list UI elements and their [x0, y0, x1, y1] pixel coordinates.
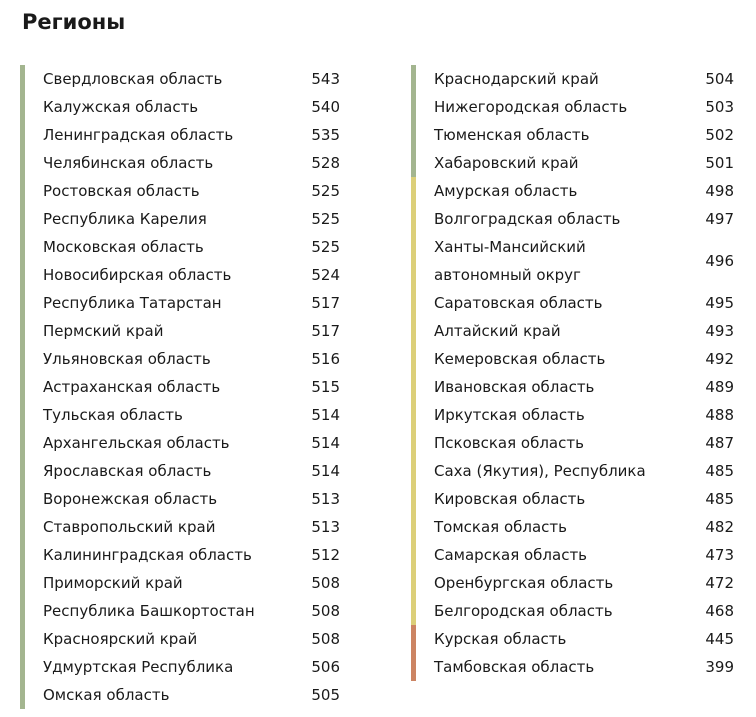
region-row — [20, 653, 350, 681]
region-row — [411, 149, 744, 177]
rating-level-bar — [411, 317, 416, 345]
rating-level-bar — [411, 65, 416, 93]
rating-level-bar — [411, 653, 416, 681]
rating-level-bar — [411, 569, 416, 597]
rating-level-bar — [411, 233, 416, 289]
rating-level-bar — [411, 93, 416, 121]
rating-level-bar — [20, 485, 25, 513]
region-score: 535 — [311, 126, 340, 144]
region-name: Свердловская область — [43, 70, 223, 88]
region-score: 497 — [705, 210, 734, 228]
rating-level-bar — [411, 429, 416, 457]
region-row — [20, 513, 350, 541]
region-name: Курская область — [434, 630, 567, 648]
region-score: 505 — [311, 686, 340, 704]
region-score: 514 — [311, 434, 340, 452]
rating-level-bar — [20, 121, 25, 149]
region-row — [20, 457, 350, 485]
region-name: Ханты-Мансийский автономный округ — [434, 238, 586, 284]
region-row — [20, 429, 350, 457]
region-score: 473 — [705, 546, 734, 564]
region-score: 513 — [311, 490, 340, 508]
region-row — [20, 149, 350, 177]
rating-level-bar — [20, 233, 25, 261]
rating-level-bar — [411, 373, 416, 401]
rating-level-bar — [411, 513, 416, 541]
region-row — [20, 177, 350, 205]
region-row — [411, 177, 744, 205]
region-score: 516 — [311, 350, 340, 368]
region-row — [20, 205, 350, 233]
rating-level-bar — [411, 485, 416, 513]
region-score: 468 — [705, 602, 734, 620]
rating-level-bar — [20, 373, 25, 401]
region-score: 506 — [311, 658, 340, 676]
region-name: Ульяновская область — [43, 350, 211, 368]
rating-level-bar — [411, 177, 416, 205]
rating-level-bar — [411, 205, 416, 233]
region-score: 493 — [705, 322, 734, 340]
region-score: 540 — [311, 98, 340, 116]
region-name: Краснодарский край — [434, 70, 599, 88]
region-row — [20, 681, 350, 709]
rating-level-bar — [20, 597, 25, 625]
rating-level-bar — [20, 569, 25, 597]
region-score: 485 — [705, 462, 734, 480]
region-score: 525 — [311, 182, 340, 200]
region-row — [20, 569, 350, 597]
region-name: Ростовская область — [43, 182, 200, 200]
rating-level-bar — [411, 149, 416, 177]
region-row — [411, 429, 744, 457]
region-name: Калужская область — [43, 98, 199, 116]
region-row — [20, 541, 350, 569]
rating-level-bar — [20, 401, 25, 429]
region-name: Алтайский край — [434, 322, 561, 340]
region-name: Саха (Якутия), Республика — [434, 462, 646, 480]
rating-level-bar — [411, 625, 416, 653]
region-score: 512 — [311, 546, 340, 564]
region-name: Томская область — [434, 518, 567, 536]
region-score: 514 — [311, 406, 340, 424]
rating-level-bar — [20, 653, 25, 681]
region-row — [411, 513, 744, 541]
region-row — [20, 65, 350, 93]
region-name: Омская область — [43, 686, 170, 704]
region-name: Красноярский край — [43, 630, 198, 648]
region-row — [411, 401, 744, 429]
rating-level-bar — [411, 401, 416, 429]
rating-level-bar — [20, 289, 25, 317]
region-name: Республика Карелия — [43, 210, 207, 228]
region-score: 517 — [311, 294, 340, 312]
region-name: Оренбургская область — [434, 574, 614, 592]
region-name: Самарская область — [434, 546, 588, 564]
rating-level-bar — [411, 457, 416, 485]
region-name: Хабаровский край — [434, 154, 579, 172]
region-name: Московская область — [43, 238, 204, 256]
region-score: 485 — [705, 490, 734, 508]
rating-level-bar — [20, 177, 25, 205]
region-row — [411, 485, 744, 513]
region-score: 517 — [311, 322, 340, 340]
region-name: Воронежская область — [43, 490, 218, 508]
region-row — [411, 65, 744, 93]
region-row — [20, 261, 350, 289]
region-name: Республика Башкортостан — [43, 602, 255, 620]
region-row — [20, 625, 350, 653]
rating-level-bar — [20, 345, 25, 373]
rating-level-bar — [411, 541, 416, 569]
region-name: Ленинградская область — [43, 126, 234, 144]
region-score: 508 — [311, 574, 340, 592]
region-score: 399 — [705, 658, 734, 676]
rating-level-bar — [20, 317, 25, 345]
region-score: 502 — [705, 126, 734, 144]
region-name: Архангельская область — [43, 434, 230, 452]
region-row — [411, 121, 744, 149]
rating-level-bar — [20, 65, 25, 93]
region-row — [411, 233, 744, 289]
region-name: Астраханская область — [43, 378, 221, 396]
region-row — [411, 457, 744, 485]
region-row — [411, 93, 744, 121]
page-title: Регионы — [22, 10, 126, 34]
region-score: 503 — [705, 98, 734, 116]
rating-level-bar — [411, 345, 416, 373]
region-name: Амурская область — [434, 182, 578, 200]
region-name: Тульская область — [43, 406, 183, 424]
region-score: 488 — [705, 406, 734, 424]
region-score: 487 — [705, 434, 734, 452]
region-name: Новосибирская область — [43, 266, 232, 284]
rating-level-bar — [411, 289, 416, 317]
region-score: 498 — [705, 182, 734, 200]
region-name: Приморский край — [43, 574, 183, 592]
region-score: 508 — [311, 630, 340, 648]
region-score: 543 — [311, 70, 340, 88]
region-row — [20, 401, 350, 429]
rating-level-bar — [411, 121, 416, 149]
region-score: 501 — [705, 154, 734, 172]
region-row — [411, 373, 744, 401]
region-row — [20, 93, 350, 121]
region-row — [411, 317, 744, 345]
region-score: 525 — [311, 210, 340, 228]
region-score: 515 — [311, 378, 340, 396]
rating-level-bar — [20, 457, 25, 485]
region-score: 489 — [705, 378, 734, 396]
region-name: Ставропольский край — [43, 518, 216, 536]
region-score: 472 — [705, 574, 734, 592]
region-name: Саратовская область — [434, 294, 603, 312]
rating-level-bar — [20, 93, 25, 121]
rating-level-bar — [20, 681, 25, 709]
region-row — [20, 289, 350, 317]
region-name: Удмуртская Республика — [43, 658, 234, 676]
region-score: 514 — [311, 462, 340, 480]
region-row — [411, 345, 744, 373]
region-name: Челябинская область — [43, 154, 214, 172]
region-row — [20, 373, 350, 401]
region-score: 445 — [705, 630, 734, 648]
rating-level-bar — [20, 149, 25, 177]
region-name: Волгоградская область — [434, 210, 621, 228]
region-name: Ивановская область — [434, 378, 595, 396]
rating-level-bar — [20, 513, 25, 541]
region-score: 492 — [705, 350, 734, 368]
rating-level-bar — [411, 597, 416, 625]
region-row — [411, 289, 744, 317]
rating-level-bar — [20, 205, 25, 233]
region-name: Ярославская область — [43, 462, 212, 480]
region-row — [20, 345, 350, 373]
region-name: Нижегородская область — [434, 98, 628, 116]
region-score: 528 — [311, 154, 340, 172]
region-name: Белгородская область — [434, 602, 613, 620]
region-name: Тюменская область — [434, 126, 590, 144]
region-score: 524 — [311, 266, 340, 284]
region-name: Кировская область — [434, 490, 586, 508]
region-score: 482 — [705, 518, 734, 536]
region-score: 495 — [705, 294, 734, 312]
region-row — [411, 541, 744, 569]
region-name: Тамбовская область — [434, 658, 595, 676]
region-row — [20, 121, 350, 149]
region-score: 504 — [705, 70, 734, 88]
region-name: Калининградская область — [43, 546, 252, 564]
region-row — [20, 597, 350, 625]
region-score: 525 — [311, 238, 340, 256]
region-score: 508 — [311, 602, 340, 620]
region-row — [411, 597, 744, 625]
regions-column-right — [411, 65, 744, 681]
region-name: Кемеровская область — [434, 350, 606, 368]
region-name: Республика Татарстан — [43, 294, 222, 312]
rating-level-bar — [20, 625, 25, 653]
region-row — [411, 205, 744, 233]
region-row — [411, 569, 744, 597]
region-row — [20, 233, 350, 261]
region-row — [20, 485, 350, 513]
region-row — [411, 625, 744, 653]
rating-level-bar — [20, 261, 25, 289]
rating-level-bar — [20, 429, 25, 457]
region-name: Пермский край — [43, 322, 164, 340]
region-name: Иркутская область — [434, 406, 585, 424]
regions-column-left — [20, 65, 350, 709]
region-row — [20, 317, 350, 345]
region-name: Псковская область — [434, 434, 584, 452]
region-row — [411, 653, 744, 681]
rating-level-bar — [20, 541, 25, 569]
region-score: 513 — [311, 518, 340, 536]
region-score: 496 — [705, 252, 734, 270]
